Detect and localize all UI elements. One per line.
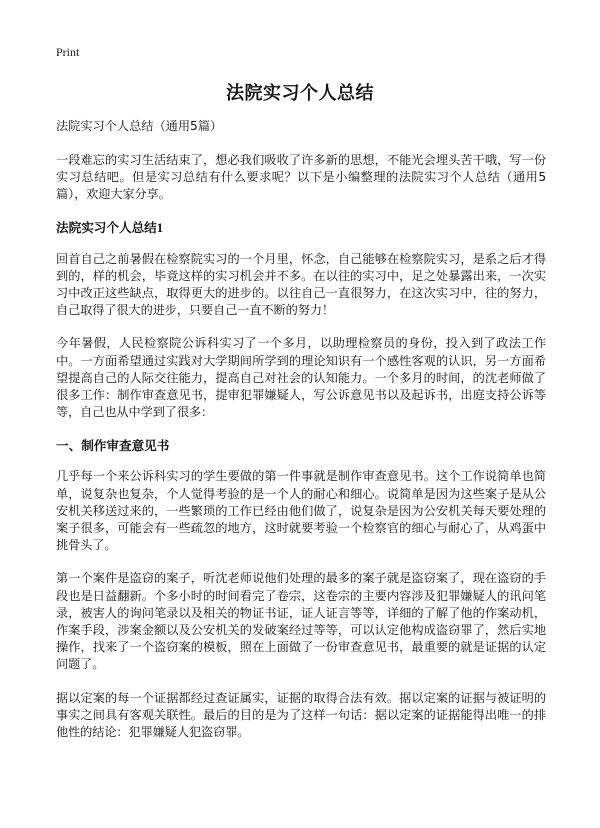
paragraph-5: 据以定案的每一个证据都经过查证属实，证据的取得合法有效。据以定案的证据与被证明的事实之间具有客观关联性。最后的目的是为了这样一句话：据以定案的证据能得出唯一的排他性的结论：犯罪嫌疑人犯盗窃罪。 (56, 690, 546, 740)
paragraph-1: 回首自己之前暑假在检察院实习的一个月里，怀念，自己能够在检察院实习，是系之后才得到的，样的机会，毕竟这样的实习机会并不多。在以往的实习中，足之处暴露出来，一次实习中改正这些缺点，取得更大的进步的。以往自己一直很努力，在这次实习中，往的努力，自己取得了很大的进步，只要自己一直不断的努力！ (56, 251, 546, 318)
page-title: 法院实习个人总结 (226, 83, 374, 104)
paragraph-3: 几乎每一个来公诉科实习的学生要做的第一件事就是制作审查意见书。这个工作说简单也简单，说复杂也复杂，个人觉得考验的是一个人的耐心和细心。说简单是因为这些案子是从公安机关移送过来的，一些繁琐的工作已经由他们做了，说复杂是因为公安机关每天要处理的案子很多，可能会有一些疏忽的地方，这时就要考验一个检察官的细心与耐心了，从鸡蛋中挑骨头了。 (56, 469, 546, 553)
section-heading-1: 法院实习个人总结1 (56, 220, 164, 235)
print-link[interactable]: Print (56, 45, 80, 59)
paragraph-4: 第一个案件是盗窃的案子，听沈老师说他们处理的最多的案子就是盗窃案了，现在盗窃的手段也是日益翻新。个多小时的时间看完了卷宗，这卷宗的主要内容涉及犯罪嫌疑人的讯问笔录，被害人的询问笔录以及相关的物证书证，证人证言等等，详细的了解了他的作案动机，作案手段，涉案金额以及公安机关的发破案经过等等，可以认定他构成盗窃罪了，然后实地操作，找来了一个盗窃案的模板，照在上面做了一份审查意见书，最重要的就是证据的认定问题了。 (56, 571, 546, 672)
article-subtitle: 法院实习个人总结（通用5篇） (56, 119, 223, 133)
article-body (56, 118, 546, 757)
intro-paragraph: 一段难忘的实习生活结束了，想必我们吸收了许多新的思想，不能光会埋头苦干哦，写一份实习总结吧。但是实习总结有什么要求呢？以下是小编整理的法院实习个人总结（通用5篇），欢迎大家分享。 (56, 153, 546, 202)
section-heading-2: 一、制作审查意见书 (56, 438, 170, 454)
paragraph-2: 今年暑假，人民检察院公诉科实习了一个多月，以助理检察员的身份，投入到了政法工作中。一方面希望通过实践对大学期间所学到的理论知识有一个感性客观的认识，另一方面希望提高自己的人际交往能力，提高自己对社会的认知能力。一个多月的时间，的沈老师做了很多工作：制作审查意见书，提审犯罪嫌疑人，写公诉意见书以及起诉书，出庭支持公诉等等，自己也从中学到了很多： (56, 336, 546, 420)
